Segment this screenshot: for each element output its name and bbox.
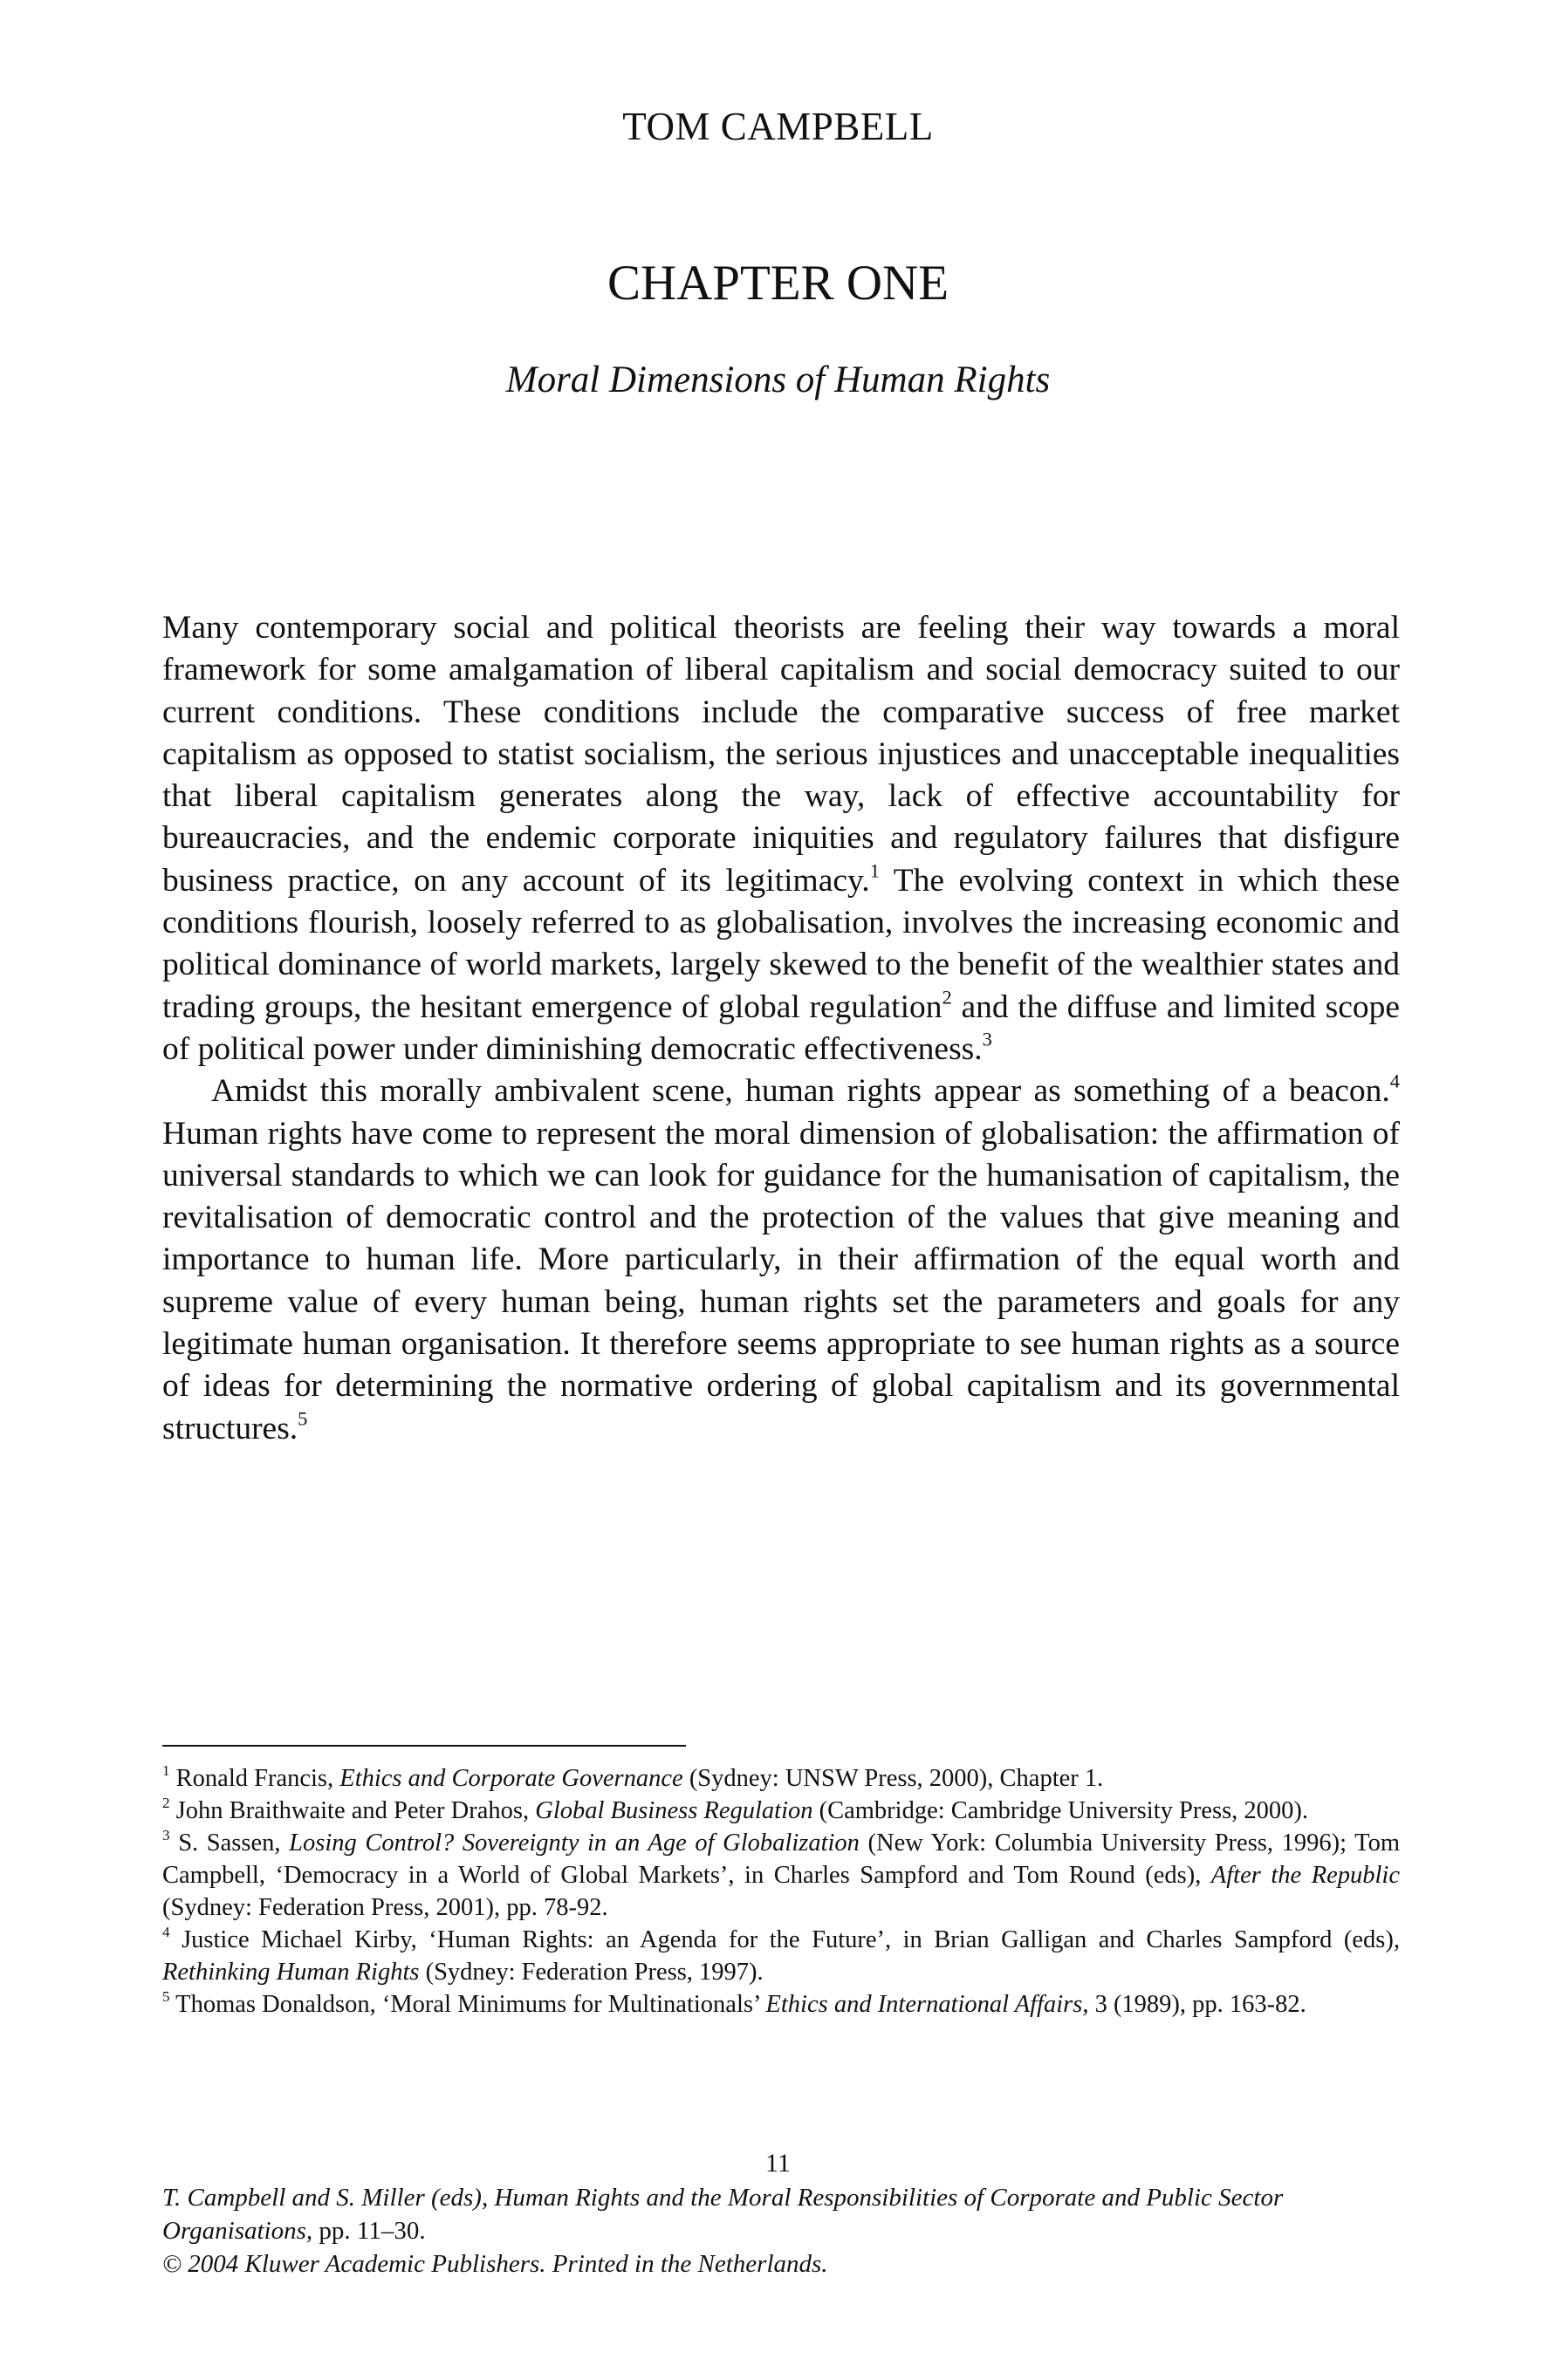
footnote-number: 2 bbox=[162, 1795, 170, 1812]
footnote-5: $^5$ Thomas Donaldson, ‘Moral Minimums for Multinationals’ Ethics and International Affairs, 3 (1989), pp. 163-82. bbox=[162, 1988, 1306, 2018]
footnote-ref-3: 3 bbox=[982, 1028, 992, 1050]
footnotes bbox=[162, 1762, 1400, 2021]
source-line-1: T. Campbell and S. Miller (eds), Human Rights and the Moral Responsibilities of Corporate and Public Sector Organisations, pp. 11–30. bbox=[162, 2184, 1284, 2245]
footnote-ref-1: 1 bbox=[869, 859, 880, 882]
footnote-number: 1 bbox=[162, 1762, 170, 1780]
source-citation bbox=[162, 2181, 1400, 2281]
footnote-ref-5: 5 bbox=[298, 1406, 308, 1429]
footnote-divider bbox=[162, 1745, 686, 1747]
footnote-number: 4 bbox=[162, 1924, 170, 1941]
paragraph-1-text-c: and the diffuse and limited scope of political power under diminishing democratic effectiveness. bbox=[162, 988, 1400, 1067]
footnote-3: $^3$ S. Sassen, Losing Control? Sovereignty in an Age of Globalization (New York: Columbia University Press, 1996); Tom Campbell, ‘Democracy in a World of Global Markets’, in Charles Sampford and Tom Round (eds), After the Republic (Sydney: Federation Press, 2001), pp. 78-92. bbox=[162, 1827, 1400, 1921]
footnote-ref-2: 2 bbox=[942, 985, 952, 1008]
running-head: TOM CAMPBELL bbox=[622, 105, 934, 148]
footnote-2: $^2$ John Braithwaite and Peter Drahos, Global Business Regulation (Cambridge: Cambridge University Press, 2000). bbox=[162, 1795, 1309, 1824]
body-text bbox=[162, 607, 1400, 1450]
paragraph-2-text-a: Amidst this morally ambivalent scene, human rights appear as something of a beacon. bbox=[211, 1073, 1390, 1110]
page-number: 11 bbox=[765, 2149, 791, 2178]
chapter-subtitle: Moral Dimensions of Human Rights bbox=[505, 359, 1051, 400]
footnote-ref-4: 4 bbox=[1389, 1070, 1400, 1092]
paragraph-2 bbox=[162, 1070, 1400, 1450]
chapter-title: CHAPTER ONE bbox=[607, 256, 949, 311]
paragraph-1-text-a: Many contemporary social and political theorists are feeling their way towards a moral framework for some amalgamation of liberal capitalism and social democracy suited to our current conditions. These conditions include the comparative success of free market capitalism as opposed to statist socialism, the serious injustices and unacceptable inequalities that liberal capitalism generates along the way, lack of effective accountability for bureaucracies, and the endemic corporate iniquities and regulatory failures that disfigure business practice, on any account of its legitimacy. bbox=[162, 610, 1400, 899]
paragraph-1 bbox=[162, 607, 1400, 1070]
footnote-1: $^1$ Ronald Francis, Ethics and Corporate Governance (Sydney: UNSW Press, 2000), Chapter 1. bbox=[162, 1762, 1104, 1792]
footnote-number: 3 bbox=[162, 1827, 170, 1844]
paragraph-1-text-b: The evolving context in which these conditions flourish, loosely referred to as globalisation, involves the increasing economic and political dominance of world markets, largely skewed to the benefit of the wealthier states and trading groups, the hesitant emergence of global regulation bbox=[162, 862, 1400, 1025]
copyright-line: © 2004 Kluwer Academic Publishers. Printed in the Netherlands. bbox=[162, 2250, 828, 2278]
footnote-4: $^4$ Justice Michael Kirby, ‘Human Rights: an Agenda for the Future’, in Brian Galligan and Charles Sampford (eds), Rethinking Human Rights (Sydney: Federation Press, 1997). bbox=[162, 1924, 1400, 1986]
paragraph-2-text-b: Human rights have come to represent the moral dimension of globalisation: the affirmation of universal standards to which we can look for guidance for the humanisation of capitalism, the revitalisation of democratic control and the protection of the values that give meaning and importance to human life. More particularly, in their affirmation of the equal worth and supreme value of every human being, human rights set the parameters and goals for any legitimate human organisation. It therefore seems appropriate to see human rights as a source of ideas for determining the normative ordering of global capitalism and its governmental structures. bbox=[162, 1115, 1400, 1446]
footnote-number: 5 bbox=[162, 1988, 170, 2006]
